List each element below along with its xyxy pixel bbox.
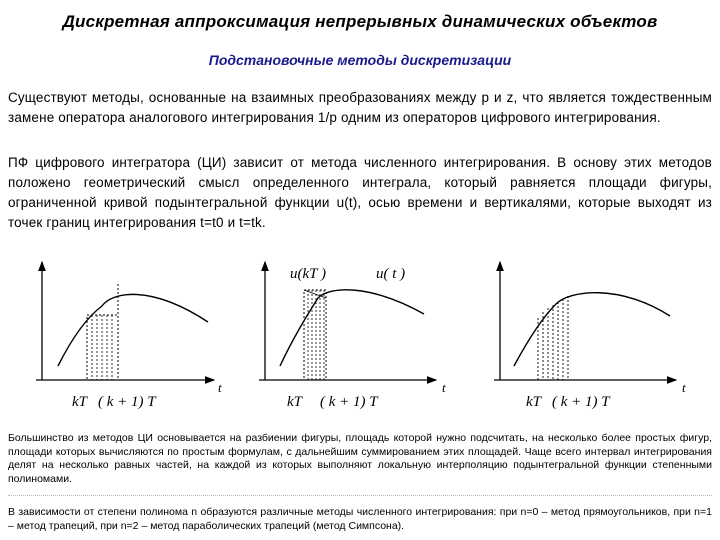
t-axis-label: t [682,380,686,395]
kt-label: kT [72,394,87,410]
slide-title: Дискретная аппроксимация непрерывных динамических объектов [62,12,658,31]
figure-rectangle-method [36,262,222,410]
function-curve [280,290,424,366]
integration-figures [0,256,720,426]
slide-subtitle: Подстановочные методы дискретизации [208,52,512,68]
k1t-label: ( k + 1) T [98,394,156,410]
t-axis-label: t [442,380,446,395]
figure-trapezoid-method [259,262,446,410]
paragraph-intro: Существуют методы, основанные на взаимных преобразованиях между p и z, что является тождественным замене оператора аналогового интегрирования 1/p одним из операторов цифрового интегрирования. [8,90,712,125]
note-methods: Большинство из методов ЦИ основывается на разбиении фигуры, площадь которой нужно подсчитать, на несколько более простых фигур, площади которых вычисляются по простым формулам, с дальнейшим суммированием этих площадей. Чаще всего интервал интегрирования делят на несколько равных частей, на каждой из которых выполняют локальную интерполяцию подынтегральной функции степенными полиномами. [8,432,712,485]
note-polynomial: В зависимости от степени полинома n образуются различные методы численного интегрирования: при n=0 – метод прямоугольников, при n=1 – метод трапеций, при n=2 – метод параболических трапеций (метод Симпсона). [8,506,712,532]
function-curve [58,294,208,366]
kt-label: kT [526,394,541,410]
kt-label: kT [287,394,302,410]
paragraph-integrator: ПФ цифрового интегратора (ЦИ) зависит от метода численного интегрирования. В основу этих методов положено геометрический смысл определенного интеграла, который равняется площади фигуры, ограниченной кривой подынтегральной функции u(t), осью времени и вертикалями, которые выходят из точек границ интегрирования t=t0 и t=tk. [8,155,712,230]
figure-parabolic-method [494,262,686,410]
divider [8,495,712,496]
k1t-label: ( k + 1) T [552,394,610,410]
function-curve [514,293,670,366]
k1t-label: ( k + 1) T [320,394,378,410]
u-kt-label: u(kT ) [290,266,326,282]
u-t-label: u( t ) [376,266,406,282]
t-axis-label: t [218,380,222,395]
